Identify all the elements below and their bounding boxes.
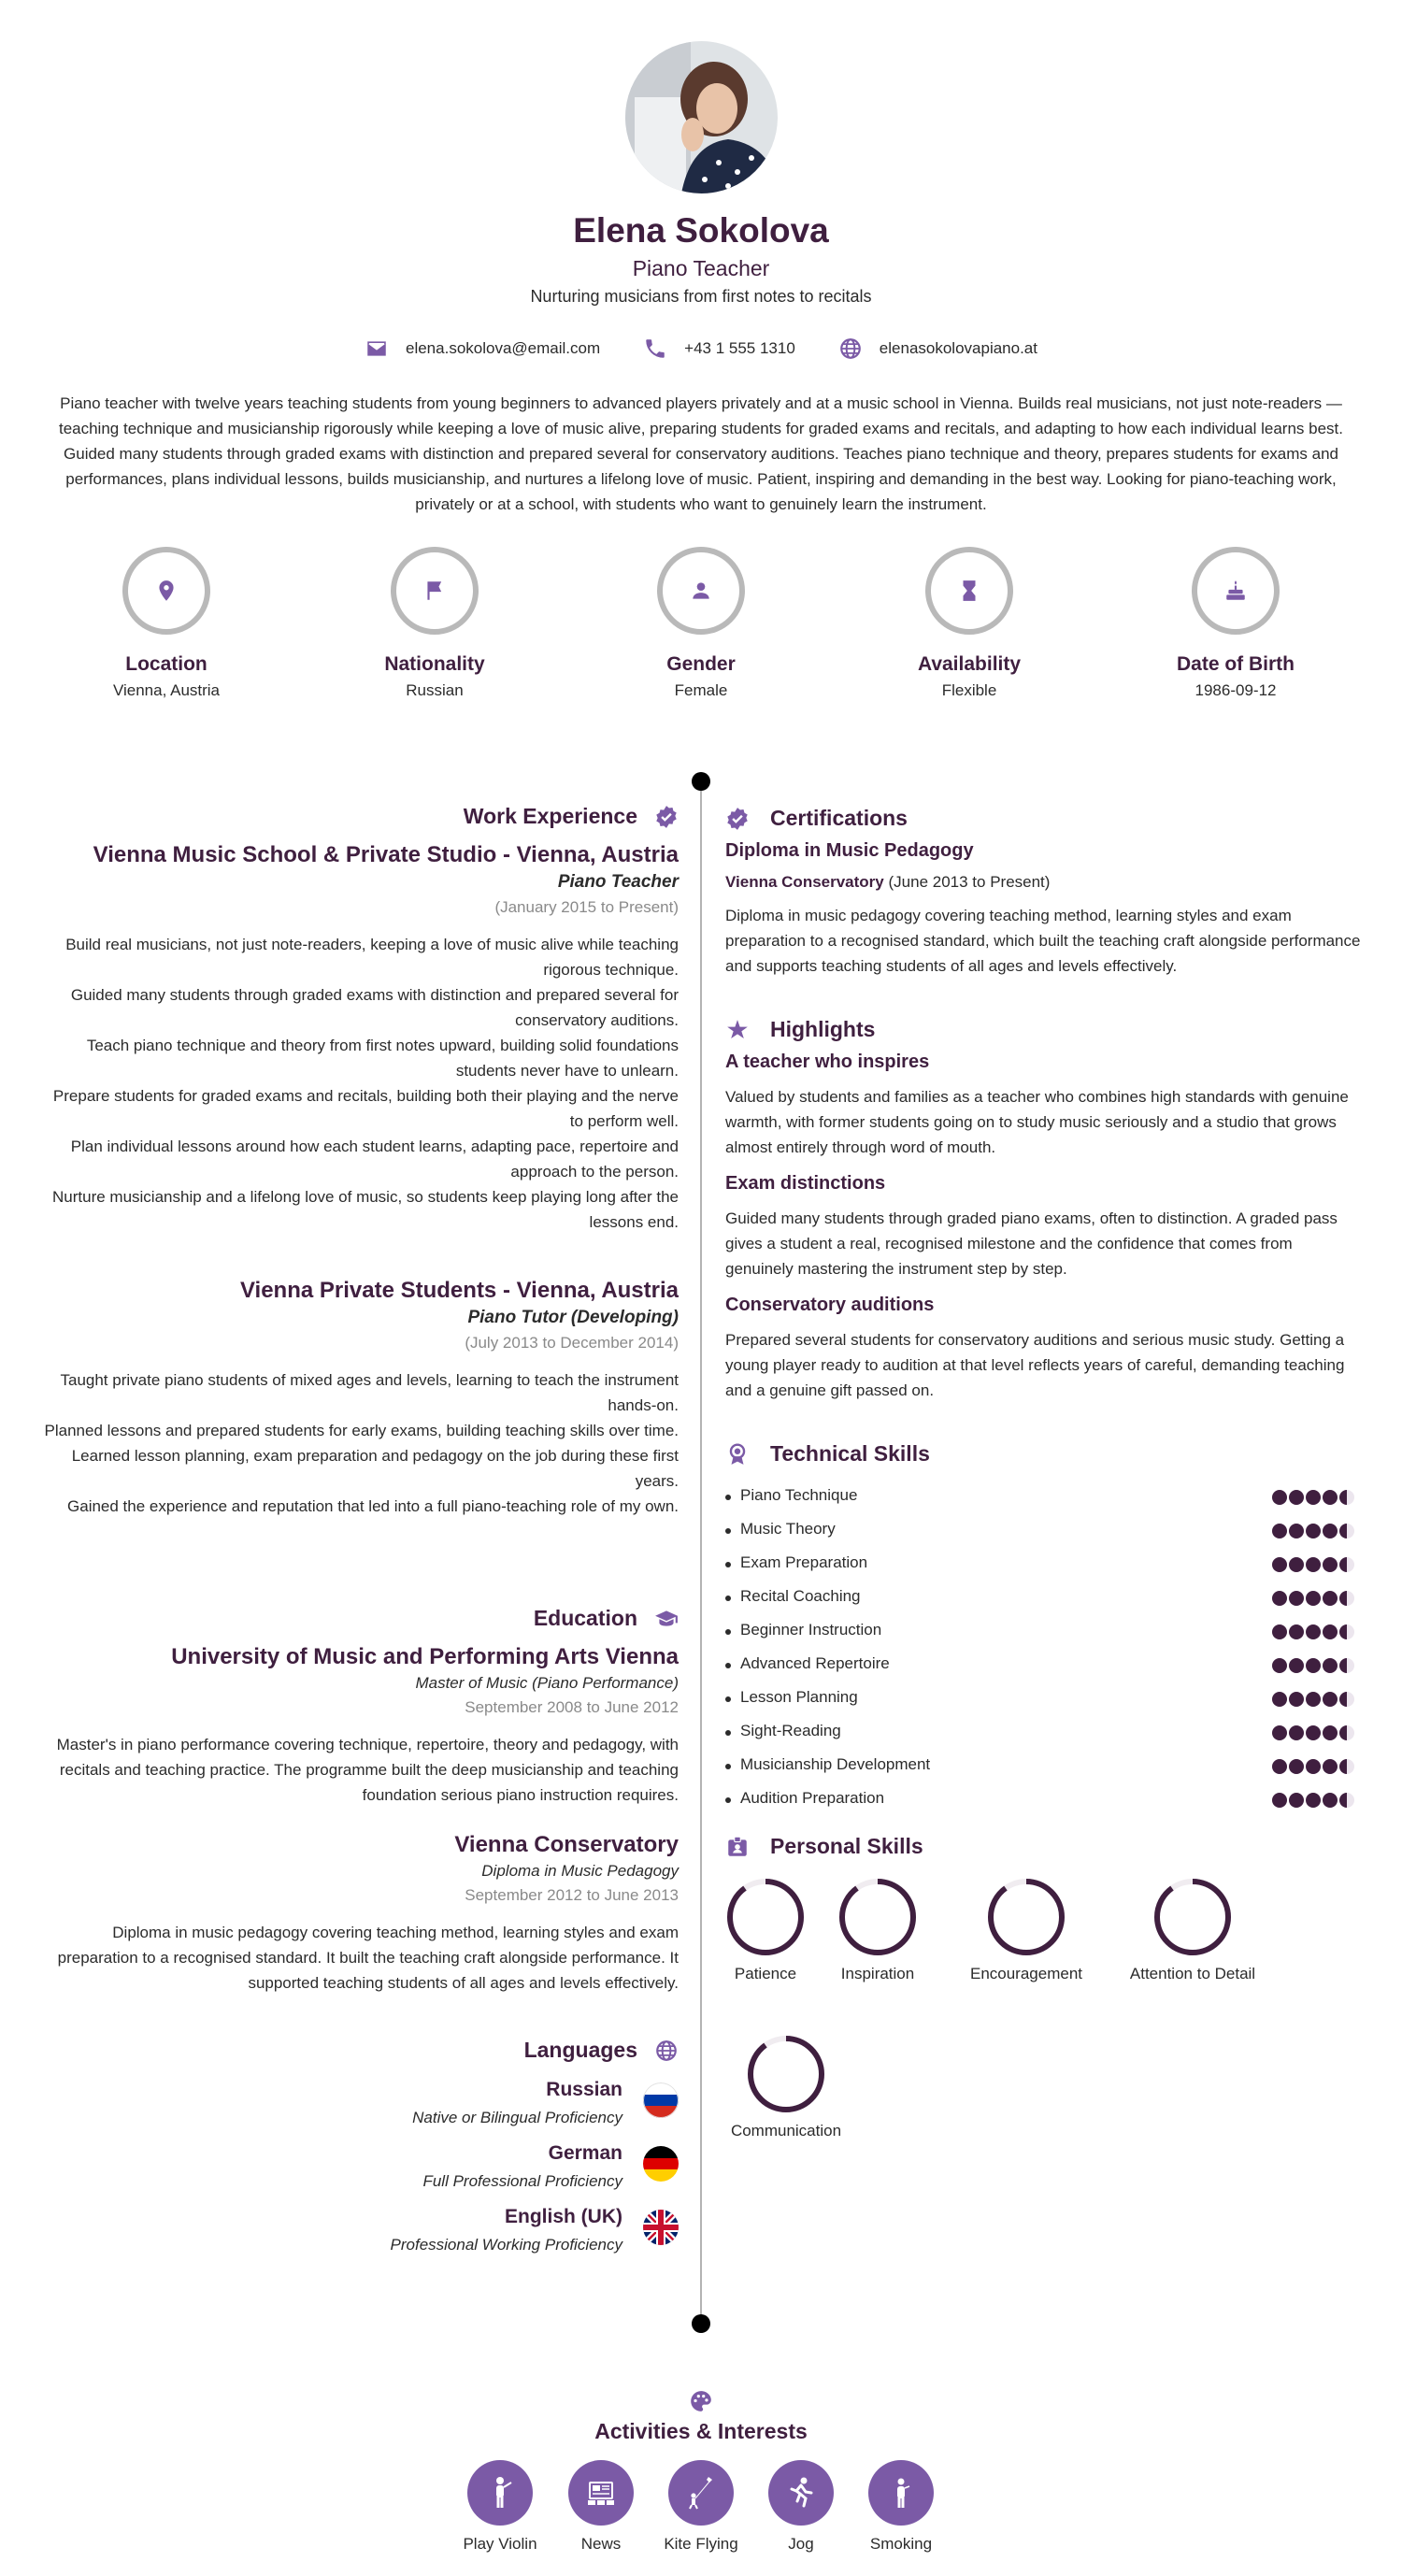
job-title: Piano Teacher	[632, 256, 770, 280]
personal-skill-item	[1118, 1877, 1267, 1983]
russia-flag-icon	[643, 2082, 679, 2118]
info-nationality	[313, 547, 556, 700]
highlight-text: Valued by students and families as a teacher who combines high standards with genuine warmth, with former students going on to study music seriously and a studio that grows almost entirely through word of mouth.	[725, 1088, 1349, 1156]
globe-icon	[838, 336, 863, 361]
technical-skill-row	[725, 1621, 1365, 1643]
language-item	[37, 2079, 679, 2135]
education-description: Master's in piano performance covering technique, repertoire, theory and pedagogy, with recitals and teaching practice. The programme built the deep musicianship and teaching foundation serious piano instruction requires.	[56, 1736, 679, 1804]
personal-skills-heading	[725, 1834, 1361, 1859]
job-dates: (July 2013 to December 2014)	[465, 1334, 679, 1352]
technical-skill-row	[725, 1587, 1365, 1610]
language-name: German	[548, 2142, 622, 2164]
technical-skills-heading	[725, 1441, 1361, 1467]
languages-heading-wrap	[37, 2038, 679, 2063]
tagline: Nurturing musicians from first notes to recitals	[530, 287, 872, 306]
list-bullet	[725, 1562, 731, 1567]
rating-dot-filled	[1272, 1624, 1287, 1639]
personal-skill-item	[725, 2034, 847, 2140]
rating-dot-half	[1339, 1557, 1347, 1572]
rating-dot-filled	[1323, 1658, 1338, 1673]
personal-skill-item	[837, 1877, 918, 1983]
activity-item	[554, 2460, 648, 2555]
skill-rating	[1271, 1758, 1365, 1775]
hourglass-icon	[957, 579, 981, 603]
id-badge-icon	[725, 1835, 750, 1859]
skill-rating	[1271, 1489, 1365, 1506]
job-bullet: Guided many students through graded exams with distinction and prepared several for conservatory auditions.	[70, 986, 679, 1029]
job-bullet: Nurture musicianship and a lifelong love of music, so students keep playing long after the lessons end.	[52, 1188, 679, 1231]
contact-email[interactable]	[365, 336, 600, 361]
language-name: Russian	[546, 2079, 622, 2100]
skill-rating	[1271, 1691, 1365, 1708]
rating-dot-filled	[1289, 1557, 1304, 1572]
certification-issuer: Vienna Conservatory	[725, 873, 884, 891]
location-pin-icon	[154, 579, 179, 603]
technical-skill-name: Musicianship Development	[740, 1755, 931, 1773]
certification-issuer-line	[725, 873, 1361, 892]
technical-skill-row	[725, 1755, 1365, 1778]
technical-skill-name: Beginner Instruction	[740, 1621, 882, 1639]
list-bullet	[725, 1730, 731, 1736]
section-title: Languages	[523, 2038, 637, 2062]
rating-dot-filled	[1306, 1624, 1321, 1639]
highlights-heading	[725, 1017, 1361, 1042]
highlight-title: A teacher who inspires	[725, 1052, 930, 1072]
rating-dot-filled	[1306, 1793, 1321, 1808]
activity-name: Smoking	[869, 2535, 933, 2553]
rating-dot-filled	[1323, 1725, 1338, 1740]
rating-dot-filled	[1272, 1524, 1287, 1538]
rating-dot-filled	[1289, 1591, 1304, 1606]
section-title: Education	[533, 1606, 637, 1630]
job-bullet: Learned lesson planning, exam preparation and pedagogy on the job during these first years.	[71, 1447, 679, 1490]
list-bullet	[725, 1663, 731, 1668]
flag-icon	[422, 579, 447, 603]
rating-dot-filled	[1272, 1490, 1287, 1505]
rating-dot-filled	[1306, 1524, 1321, 1538]
certification-name: Diploma in Music Pedagogy	[725, 840, 974, 861]
jogging-icon	[782, 2474, 820, 2512]
skill-progress-ring	[986, 1877, 1066, 1957]
personal-skill-name: Communication	[730, 2122, 842, 2140]
education-dates: September 2012 to June 2013	[465, 1886, 679, 1904]
star-burst-icon	[725, 1018, 750, 1042]
highlights-section	[725, 1017, 1361, 1403]
list-bullet	[725, 1797, 731, 1803]
skill-progress-ring	[746, 2034, 826, 2114]
list-bullet	[725, 1764, 731, 1769]
personal-skill-item	[961, 1877, 1092, 1983]
technical-skill-name: Exam Preparation	[740, 1553, 868, 1571]
info-value: 1986-09-12	[1195, 681, 1277, 699]
timeline-start-dot	[692, 772, 710, 791]
technical-skill-row	[725, 1654, 1365, 1677]
technical-skill-name: Sight-Reading	[740, 1722, 841, 1739]
rating-dot-filled	[1323, 1624, 1338, 1639]
job-entry	[37, 842, 679, 1235]
activities-heading: Activities & Interests	[594, 2419, 808, 2443]
job-bullet: Planned lessons and prepared students for early exams, building teaching skills over time.	[44, 1422, 679, 1439]
skill-progress-ring	[1152, 1877, 1233, 1957]
activity-name: Jog	[788, 2535, 814, 2553]
rating-dot-filled	[1289, 1759, 1304, 1774]
degree: Master of Music (Piano Performance)	[415, 1674, 679, 1692]
language-level: Full Professional Proficiency	[422, 2172, 622, 2190]
rating-dot-filled	[1272, 1759, 1287, 1774]
language-item	[37, 2206, 679, 2262]
job-bullet: Build real musicians, not just note-readers, keeping a love of music alive while teaching rigorous technique.	[65, 936, 679, 979]
rating-dot-half	[1339, 1759, 1347, 1774]
rating-dot-filled	[1323, 1692, 1338, 1707]
rating-dot-filled	[1289, 1524, 1304, 1538]
language-level: Native or Bilingual Proficiency	[412, 2109, 622, 2126]
info-label: Date of Birth	[1177, 653, 1295, 675]
info-label: Nationality	[384, 653, 485, 675]
section-title: Personal Skills	[770, 1834, 923, 1858]
job-bullet: Plan individual lessons around how each student learns, adapting pace, repertoire and approach to the person.	[70, 1138, 679, 1181]
smoking-icon	[882, 2474, 920, 2512]
info-value: Vienna, Austria	[112, 681, 221, 699]
technical-skill-row	[725, 1722, 1365, 1744]
school-name: Vienna Conservatory	[454, 1832, 679, 1857]
activity-item	[854, 2460, 948, 2555]
certifications-heading	[725, 806, 1361, 831]
skill-rating	[1271, 1624, 1365, 1640]
education-description: Diploma in music pedagogy covering teaching method, learning styles and exam preparation to a recognised standard. It built the teaching craft alongside performance. It supported teaching students of all ages and levels effectively.	[57, 1924, 679, 1992]
technical-skill-row	[725, 1688, 1365, 1710]
job-role: Piano Tutor (Developing)	[467, 1308, 679, 1327]
skill-rating	[1271, 1590, 1365, 1607]
ring-progress	[730, 1882, 801, 1953]
list-bullet	[725, 1629, 731, 1635]
technical-skill-name: Piano Technique	[740, 1486, 858, 1504]
verified-badge-icon	[725, 807, 750, 831]
languages-heading	[37, 2038, 679, 2063]
info-date-of-birth	[1114, 547, 1357, 700]
activity-item	[754, 2460, 848, 2555]
work-experience-heading	[37, 804, 679, 829]
skill-rating	[1271, 1792, 1365, 1809]
cake-icon	[1223, 579, 1248, 603]
contact-bar	[0, 336, 1402, 361]
info-label: Gender	[666, 653, 736, 675]
highlight-text: Guided many students through graded piano exams, often to distinction. A graded pass gives a student a real, recognised milestone and the confidence that comes from genuinely mastering the instrument step by step.	[725, 1209, 1338, 1278]
technical-skill-row	[725, 1789, 1365, 1811]
highlight-text: Prepared several students for conservatory auditions and serious music study. Getting a young player ready to audition at that level reflects years of careful, demanding teaching and a genuine gift passed on.	[725, 1331, 1345, 1399]
rating-dot-filled	[1306, 1692, 1321, 1707]
section-title: Highlights	[770, 1017, 876, 1041]
personal-skill-name: Patience	[734, 1965, 797, 1982]
rating-dot-filled	[1306, 1725, 1321, 1740]
info-label: Location	[125, 653, 207, 675]
phone-icon	[643, 336, 667, 361]
contact-website[interactable]	[838, 336, 1037, 361]
personal-skill-name: Attention to Detail	[1129, 1965, 1256, 1982]
rating-dot-half	[1339, 1591, 1347, 1606]
job-bullet: Teach piano technique and theory from first notes upward, building solid foundations students never have to unlearn.	[86, 1037, 679, 1080]
email-text: elena.sokolova@email.com	[406, 339, 601, 357]
rating-dot-half	[1339, 1692, 1347, 1707]
rating-dot-filled	[1323, 1759, 1338, 1774]
degree: Diploma in Music Pedagogy	[481, 1862, 679, 1880]
rating-dot-half	[1339, 1624, 1347, 1639]
rating-dot-half	[1339, 1658, 1347, 1673]
activity-name: Play Violin	[463, 2535, 537, 2553]
info-value: Russian	[406, 681, 464, 699]
technical-skill-name: Music Theory	[740, 1520, 836, 1538]
rating-dot-filled	[1323, 1557, 1338, 1572]
list-bullet	[725, 1696, 731, 1702]
palette-icon	[689, 2389, 713, 2413]
award-ribbon-icon	[725, 1442, 750, 1467]
work-experience-section	[37, 804, 679, 1519]
info-gender	[579, 547, 823, 700]
rating-dot-filled	[1323, 1524, 1338, 1538]
skill-rating	[1271, 1657, 1365, 1674]
rating-dot-filled	[1272, 1557, 1287, 1572]
skill-progress-ring	[837, 1877, 918, 1957]
candidate-name: Elena Sokolova	[573, 211, 829, 250]
job-organization: Vienna Private Students - Vienna, Austria	[239, 1278, 679, 1303]
contact-phone[interactable]	[643, 336, 795, 361]
kite-flying-icon	[682, 2474, 720, 2512]
rating-dot-filled	[1272, 1658, 1287, 1673]
job-organization: Vienna Music School & Private Studio - Vienna, Austria	[93, 842, 679, 867]
education-entry	[37, 1832, 679, 1996]
rating-dot-filled	[1306, 1490, 1321, 1505]
personal-skill-name: Inspiration	[840, 1965, 915, 1982]
skill-rating	[1271, 1556, 1365, 1573]
rating-dot-filled	[1289, 1490, 1304, 1505]
list-bullet	[725, 1528, 731, 1534]
section-title: Certifications	[770, 806, 908, 830]
certifications-section	[725, 806, 1361, 979]
rating-dot-filled	[1323, 1793, 1338, 1808]
skill-rating	[1271, 1724, 1365, 1741]
technical-skills-list	[725, 1486, 1365, 1823]
rating-dot-filled	[1306, 1591, 1321, 1606]
education-entry	[37, 1644, 679, 1808]
rating-dot-filled	[1306, 1658, 1321, 1673]
rating-dot-filled	[1272, 1692, 1287, 1707]
job-bullet: Taught private piano students of mixed ages and levels, learning to teach the instrument hands-on.	[60, 1371, 679, 1414]
technical-skill-name: Lesson Planning	[740, 1688, 858, 1706]
graduation-cap-icon	[654, 1607, 679, 1631]
section-title: Work Experience	[463, 804, 637, 828]
language-item	[37, 2142, 679, 2198]
job-bullet: Prepare students for graded exams and recitals, building both their playing and the nerve to perform well.	[52, 1087, 679, 1130]
activity-item	[654, 2460, 748, 2555]
technical-skill-name: Advanced Repertoire	[740, 1654, 890, 1672]
news-icon	[582, 2474, 620, 2512]
rating-dot-half	[1339, 1490, 1347, 1505]
profile-summary: Piano teacher with twelve years teaching students from young beginners to advanced players privately and at a music school in Vienna. Builds real musicians, not just note-readers — teaching technique and musicianship rigorously while keeping a love of music alive, preparing students for graded exams and recitals, and adapting to how each individual learns best. Guided many students through graded exams with distinction and prepared several for conservatory auditions. Teaches piano technique and theory, prepares students for exams and performances, plans individual lessons, builds musicianship, and nurtures a lifelong love of music. Patient, inspiring and demanding in the best way. Looking for piano-teaching work, privately or at a school, with students who want to genuinely learn the instrument.	[58, 394, 1344, 513]
activity-item	[453, 2460, 547, 2555]
rating-dot-filled	[1323, 1591, 1338, 1606]
personal-skill-name: Encouragement	[969, 1965, 1083, 1982]
info-availability	[848, 547, 1091, 700]
skill-progress-ring	[725, 1877, 806, 1957]
certification-dates: (June 2013 to Present)	[888, 873, 1051, 891]
website-text: elenasokolovapiano.at	[879, 339, 1037, 357]
technical-skill-name: Recital Coaching	[740, 1587, 861, 1605]
job-bullets	[37, 932, 679, 1235]
person-icon	[689, 579, 713, 603]
list-bullet	[725, 1495, 731, 1500]
technical-skill-row	[725, 1553, 1365, 1576]
technical-skill-row	[725, 1520, 1365, 1542]
personal-skills-heading-wrap	[725, 1834, 1361, 1859]
job-bullets	[37, 1367, 679, 1519]
list-bullet	[725, 1596, 731, 1601]
languages-list	[37, 2079, 679, 2266]
highlight-title: Conservatory auditions	[725, 1295, 935, 1315]
globe-icon	[654, 2039, 679, 2063]
info-label: Availability	[917, 653, 1022, 675]
rating-dot-half	[1339, 1725, 1347, 1740]
info-location	[45, 547, 288, 700]
ring-progress	[842, 1882, 913, 1953]
violin-player-icon	[481, 2474, 519, 2512]
section-title: Technical Skills	[770, 1441, 930, 1466]
uk-flag-icon	[643, 2210, 679, 2245]
technical-skill-row	[725, 1486, 1365, 1509]
education-section	[37, 1606, 679, 1996]
activity-name: Kite Flying	[664, 2535, 738, 2553]
profile-photo	[625, 41, 778, 193]
school-name: University of Music and Performing Arts Vienna	[171, 1644, 679, 1669]
info-value: Flexible	[941, 681, 997, 699]
technical-skills-heading-wrap	[725, 1441, 1361, 1467]
rating-dot-half	[1339, 1793, 1347, 1808]
rating-dot-filled	[1289, 1624, 1304, 1639]
rating-dot-filled	[1323, 1490, 1338, 1505]
personal-skills-list	[725, 1877, 1361, 2157]
job-bullet: Gained the experience and reputation that led into a full piano-teaching role of my own.	[67, 1497, 679, 1515]
phone-text: +43 1 555 1310	[684, 339, 795, 357]
technical-skill-name: Audition Preparation	[740, 1789, 885, 1807]
timeline-line	[700, 781, 702, 2324]
personal-skill-item	[725, 1877, 806, 1983]
rating-dot-filled	[1306, 1759, 1321, 1774]
highlight-title: Exam distinctions	[725, 1173, 886, 1194]
certification-description: Diploma in music pedagogy covering teaching method, learning styles and exam preparation to a recognised standard, which built the teaching craft alongside performance and supports teaching students of all ages and levels effectively.	[725, 907, 1361, 975]
rating-dot-filled	[1272, 1793, 1287, 1808]
job-entry	[37, 1278, 679, 1519]
language-name: English (UK)	[505, 2206, 622, 2227]
rating-dot-filled	[1272, 1591, 1287, 1606]
info-value: Female	[674, 681, 728, 699]
activity-name: News	[580, 2535, 622, 2553]
job-role: Piano Teacher	[557, 872, 679, 892]
rating-dot-filled	[1306, 1557, 1321, 1572]
skill-rating	[1271, 1523, 1365, 1539]
rating-dot-filled	[1289, 1658, 1304, 1673]
education-dates: September 2008 to June 2012	[465, 1698, 679, 1716]
rating-dot-filled	[1289, 1725, 1304, 1740]
job-dates: (January 2015 to Present)	[494, 898, 679, 916]
rating-dot-filled	[1289, 1793, 1304, 1808]
rating-dot-half	[1339, 1524, 1347, 1538]
education-heading	[37, 1606, 679, 1631]
timeline-end-dot	[692, 2314, 710, 2333]
rating-dot-filled	[1289, 1692, 1304, 1707]
ring-progress	[991, 1882, 1062, 1953]
verified-badge-icon	[654, 805, 679, 829]
language-level: Professional Working Proficiency	[390, 2236, 622, 2254]
email-icon	[365, 336, 389, 361]
rating-dot-filled	[1272, 1725, 1287, 1740]
ring-progress	[1157, 1882, 1228, 1953]
ring-progress	[751, 2039, 822, 2110]
germany-flag-icon	[643, 2146, 679, 2182]
